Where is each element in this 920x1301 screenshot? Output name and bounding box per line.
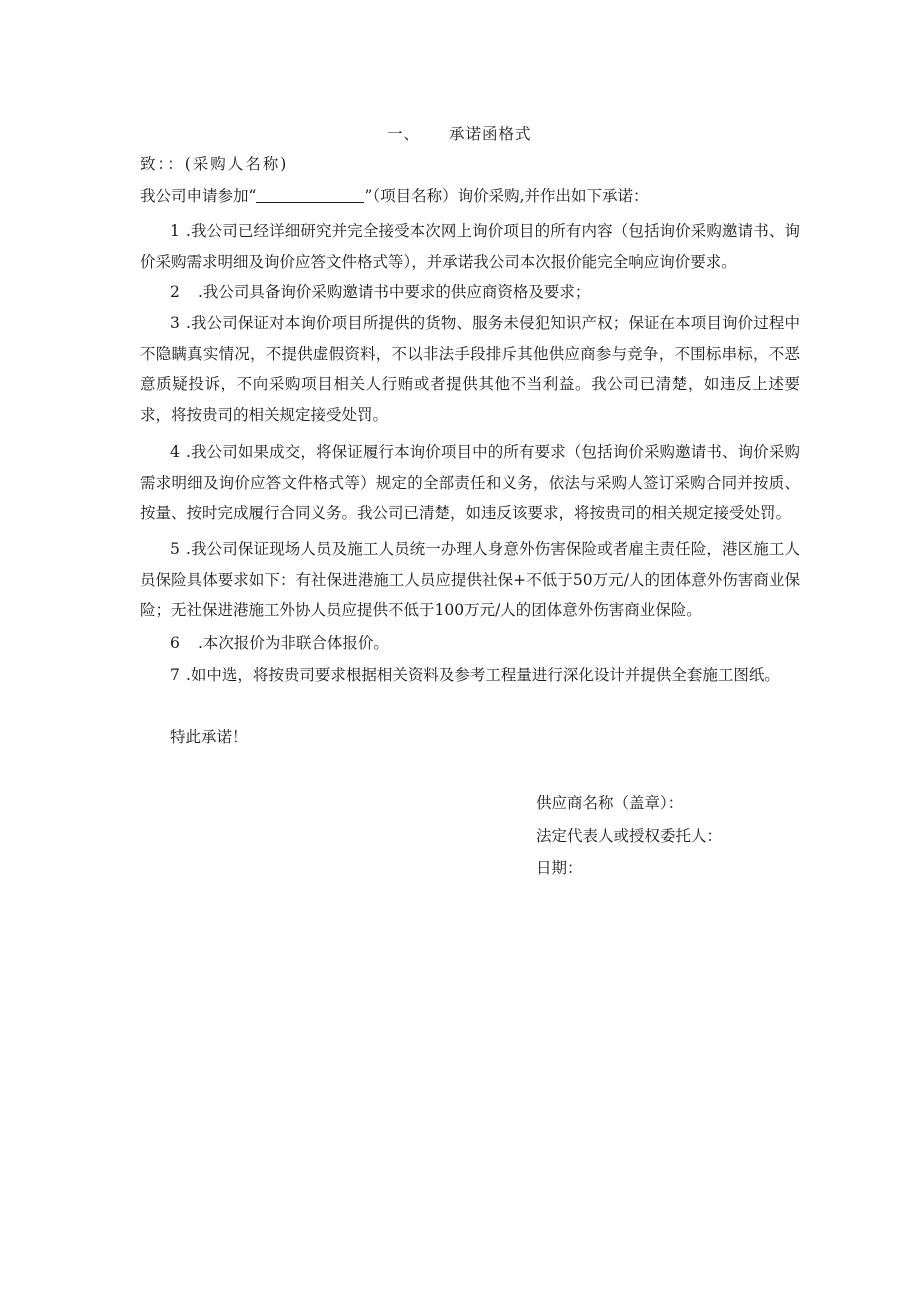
item-text: .我公司保证现场人员及施工人员统一办理人身意外伤害保险或者雇主责任险，港区施工人员保险具体要求如下：有社保进港施工人员应提供社保+不低于50万元/人的团体意外伤害商业保险；无社保进港施工外协人员应提供不低于100万元/人的团体意外伤害商业保险。 <box>140 540 800 619</box>
item-number: 5 <box>170 540 180 558</box>
item-number: 2 <box>170 283 180 301</box>
item-number: 7 <box>170 666 180 684</box>
title-text: 承诺函格式 <box>449 125 532 143</box>
item-text: .我公司已经详细研究并完全接受本次网上询价项目的所有内容（包括询价采购邀请书、询价采购需求明细及询价应答文件格式等），并承诺我公司本次报价能完全响应询价要求。 <box>140 222 800 271</box>
commitment-item-1 <box>140 216 800 277</box>
addressee-line: 致：：(采购人名称) <box>140 155 289 173</box>
item-number: 1 <box>170 222 180 240</box>
item-text: .我公司如果成交，将保证履行本询价项目中的所有要求（包括询价采购邀请书、询价采购需求明细及询价应答文件格式等）规定的全部责任和义务，依法与采购人签订采购合同并按质、按量、按时完成履行合同义务。我公司已清楚，如违反该要求，将按贵司的相关规定接受处罚。 <box>140 443 800 522</box>
commitment-item-4 <box>140 437 800 529</box>
title-number: 一、 <box>387 125 421 143</box>
item-number: 6 <box>170 634 180 652</box>
intro-before: 我公司申请参加“ <box>140 187 257 205</box>
supplier-name-label: 供应商名称（盖章）： <box>536 794 684 812</box>
commitment-item-3 <box>140 308 800 430</box>
item-number: 4 <box>170 443 180 461</box>
closing-line: 特此承诺！ <box>170 728 248 746</box>
commitment-item-7 <box>140 660 800 691</box>
intro-line <box>140 186 649 206</box>
item-text: .本次报价为非联合体报价。 <box>198 634 389 652</box>
item-text: .我公司具备询价采购邀请书中要求的供应商资格及要求； <box>198 283 591 301</box>
item-text: .如中选，将按贵司要求根据相关资料及参考工程量进行深化设计并提供全套施工图纸。 <box>186 666 780 684</box>
item-number: 3 <box>170 314 180 332</box>
commitment-item-6 <box>140 628 800 659</box>
project-name-blank[interactable] <box>256 186 364 203</box>
commitment-item-5 <box>140 534 800 626</box>
page-title <box>387 124 532 144</box>
item-text: .我公司保证对本询价项目所提供的货物、服务未侵犯知识产权；保证在本项目询价过程中不隐瞒真实情况，不提供虚假资料，不以非法手段排斥其他供应商参与竞争，不围标串标，不恶意质疑投诉，不向采购项目相关人行贿或者提供其他不当利益。我公司已清楚，如违反上述要求，将按贵司的相关规定接受处罚。 <box>140 314 800 424</box>
representative-label: 法定代表人或授权委托人： <box>536 827 723 845</box>
commitment-item-2 <box>140 277 800 308</box>
intro-after: ”（项目名称）询价采购,并作出如下承诺： <box>364 187 649 205</box>
date-label: 日期： <box>536 859 583 877</box>
